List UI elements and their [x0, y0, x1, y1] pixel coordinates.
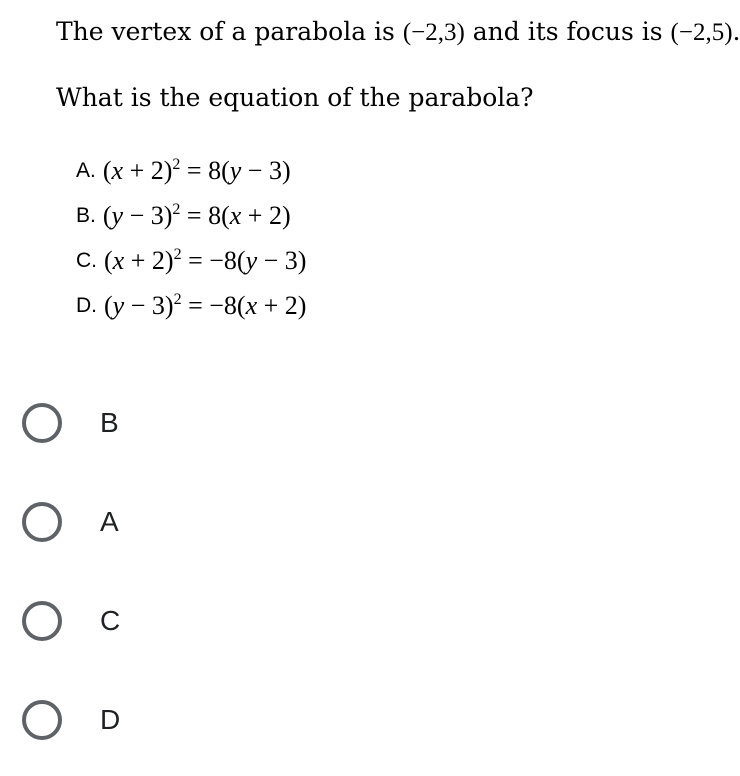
choice-b — [76, 193, 306, 238]
radio-option-a[interactable] — [22, 497, 119, 547]
question-line-2: What is the equation of the parabola? — [56, 83, 534, 112]
choice-d — [76, 283, 306, 328]
radio-option-label[interactable]: A — [100, 506, 119, 537]
choice-letter: D. — [76, 293, 97, 317]
choice-equation: $(y - 3)^2 = 8(x + 2)$ — [102, 200, 291, 230]
vertex-coordinates: (−2,3) — [402, 19, 465, 46]
choice-equation: $(y - 3)^2 = -8(x + 2)$ — [104, 290, 307, 320]
radio-option-b[interactable] — [22, 398, 119, 448]
question-line-1 — [56, 16, 740, 49]
choice-equation: $(x + 2)^2 = 8(y - 3)$ — [102, 155, 291, 185]
radio-button-icon[interactable] — [22, 403, 62, 443]
radio-option-d[interactable] — [22, 695, 120, 745]
choice-c — [76, 238, 306, 283]
radio-button-icon[interactable] — [22, 700, 62, 740]
radio-button-icon[interactable] — [22, 601, 62, 641]
choice-a — [76, 148, 306, 193]
radio-button-icon[interactable] — [22, 502, 62, 542]
radio-option-c[interactable] — [22, 596, 120, 646]
radio-option-label[interactable]: B — [100, 407, 119, 438]
question-prefix: The vertex of a parabola is — [56, 17, 395, 46]
choice-letter: A. — [76, 158, 96, 182]
radio-option-label[interactable]: D — [100, 704, 121, 735]
choice-letter: B. — [76, 203, 96, 227]
question-middle: and its focus is — [472, 17, 663, 46]
choice-equation: $(x + 2)^2 = -8(y - 3)$ — [104, 245, 307, 275]
choice-letter: C. — [76, 248, 97, 272]
radio-option-label[interactable]: C — [100, 605, 121, 636]
question-period: . — [732, 17, 740, 46]
answer-choices-list — [76, 148, 306, 328]
focus-coordinates: (−2,5) — [670, 19, 733, 46]
